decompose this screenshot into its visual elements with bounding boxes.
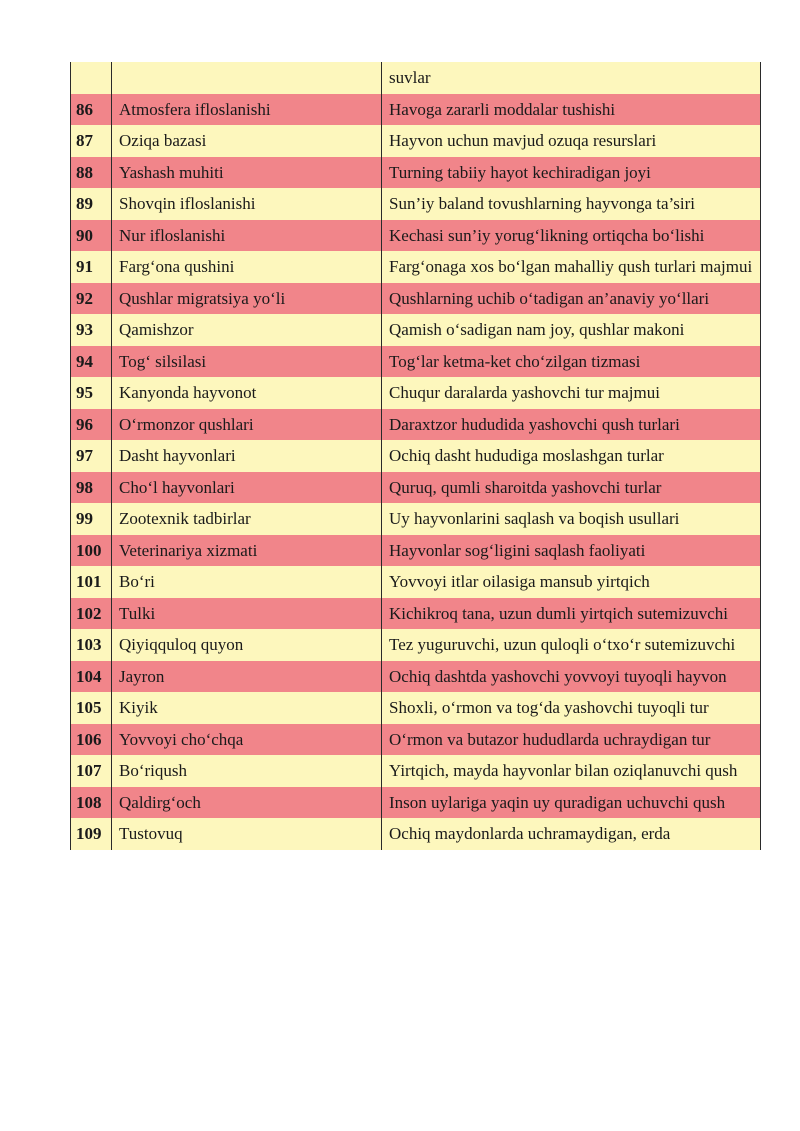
row-number: 95 [71,377,112,409]
term-cell: Yovvoyi cho‘chqa [112,724,382,756]
term-cell: Kanyonda hayvonot [112,377,382,409]
row-number [71,62,112,94]
table-row [71,346,761,378]
definition-cell: Qushlarning uchib o‘tadigan an’anaviy yo‘llari [382,283,761,315]
row-number: 94 [71,346,112,378]
row-number: 101 [71,566,112,598]
term-cell: Bo‘riqush [112,755,382,787]
definition-cell: Havoga zararli moddalar tushishi [382,94,761,126]
term-cell: Dasht hayvonlari [112,440,382,472]
row-number: 104 [71,661,112,693]
table-row [71,724,761,756]
table-row [71,94,761,126]
row-number: 99 [71,503,112,535]
table-row [71,188,761,220]
term-cell: Qamishzor [112,314,382,346]
definition-cell: Shoxli, o‘rmon va tog‘da yashovchi tuyoqli tur [382,692,761,724]
definition-cell: Quruq, qumli sharoitda yashovchi turlar [382,472,761,504]
table-row [71,503,761,535]
definition-cell: Inson uylariga yaqin uy quradigan uchuvchi qush [382,787,761,819]
row-number: 89 [71,188,112,220]
table-row [71,787,761,819]
table-row [71,661,761,693]
term-cell: Cho‘l hayvonlari [112,472,382,504]
definition-cell: Farg‘onaga xos bo‘lgan mahalliy qush turlari majmui [382,251,761,283]
table-row [71,157,761,189]
term-cell: Kiyik [112,692,382,724]
definition-cell: O‘rmon va butazor hududlarda uchraydigan tur [382,724,761,756]
row-number: 103 [71,629,112,661]
row-number: 88 [71,157,112,189]
term-cell: Qiyiqquloq quyon [112,629,382,661]
table-row [71,472,761,504]
term-cell: Qushlar migratsiya yo‘li [112,283,382,315]
row-number: 90 [71,220,112,252]
table-row [71,629,761,661]
term-cell [112,62,382,94]
row-number: 109 [71,818,112,850]
definition-cell: Hayvonlar sog‘ligini saqlash faoliyati [382,535,761,567]
term-cell: Tulki [112,598,382,630]
term-cell: Bo‘ri [112,566,382,598]
term-cell: Oziqa bazasi [112,125,382,157]
glossary-table-body [71,62,761,850]
table-row [71,125,761,157]
row-number: 86 [71,94,112,126]
term-cell: Tustovuq [112,818,382,850]
definition-cell: Turning tabiiy hayot kechiradigan joyi [382,157,761,189]
continuation-row [71,62,761,94]
row-number: 100 [71,535,112,567]
term-cell: Qaldirg‘och [112,787,382,819]
definition-cell: Yovvoyi itlar oilasiga mansub yirtqich [382,566,761,598]
definition-cell: Kichikroq tana, uzun dumli yirtqich sutemizuvchi [382,598,761,630]
term-cell: Shovqin ifloslanishi [112,188,382,220]
definition-cell: Ochiq dashtda yashovchi yovvoyi tuyoqli hayvon [382,661,761,693]
term-cell: Jayron [112,661,382,693]
table-row [71,818,761,850]
term-cell: Yashash muhiti [112,157,382,189]
definition-cell: Hayvon uchun mavjud ozuqa resurslari [382,125,761,157]
row-number: 87 [71,125,112,157]
row-number: 91 [71,251,112,283]
term-cell: Nur ifloslanishi [112,220,382,252]
term-cell: Veterinariya xizmati [112,535,382,567]
glossary-table [70,62,761,850]
table-row [71,220,761,252]
definition-cell: Ochiq dasht hududiga moslashgan turlar [382,440,761,472]
table-row [71,314,761,346]
row-number: 93 [71,314,112,346]
table-row [71,566,761,598]
row-number: 107 [71,755,112,787]
definition-cell: suvlar [382,62,761,94]
term-cell: Atmosfera ifloslanishi [112,94,382,126]
definition-cell: Sun’iy baland tovushlarning hayvonga ta’siri [382,188,761,220]
table-row [71,409,761,441]
table-row [71,440,761,472]
definition-cell: Kechasi sun’iy yorug‘likning ortiqcha bo‘lishi [382,220,761,252]
table-row [71,755,761,787]
definition-cell: Tog‘lar ketma-ket cho‘zilgan tizmasi [382,346,761,378]
row-number: 102 [71,598,112,630]
row-number: 105 [71,692,112,724]
definition-cell: Tez yuguruvchi, uzun quloqli o‘txo‘r sutemizuvchi [382,629,761,661]
definition-cell: Daraxtzor hududida yashovchi qush turlari [382,409,761,441]
table-row [71,377,761,409]
row-number: 98 [71,472,112,504]
term-cell: O‘rmonzor qushlari [112,409,382,441]
row-number: 97 [71,440,112,472]
term-cell: Tog‘ silsilasi [112,346,382,378]
definition-cell: Uy hayvonlarini saqlash va boqish usullari [382,503,761,535]
row-number: 108 [71,787,112,819]
table-row [71,598,761,630]
table-row [71,283,761,315]
row-number: 106 [71,724,112,756]
row-number: 96 [71,409,112,441]
table-row [71,251,761,283]
definition-cell: Chuqur daralarda yashovchi tur majmui [382,377,761,409]
table-row [71,692,761,724]
table-row [71,535,761,567]
definition-cell: Yirtqich, mayda hayvonlar bilan oziqlanuvchi qush [382,755,761,787]
term-cell: Farg‘ona qushini [112,251,382,283]
term-cell: Zootexnik tadbirlar [112,503,382,535]
row-number: 92 [71,283,112,315]
definition-cell: Qamish o‘sadigan nam joy, qushlar makoni [382,314,761,346]
definition-cell: Ochiq maydonlarda uchramaydigan, erda [382,818,761,850]
